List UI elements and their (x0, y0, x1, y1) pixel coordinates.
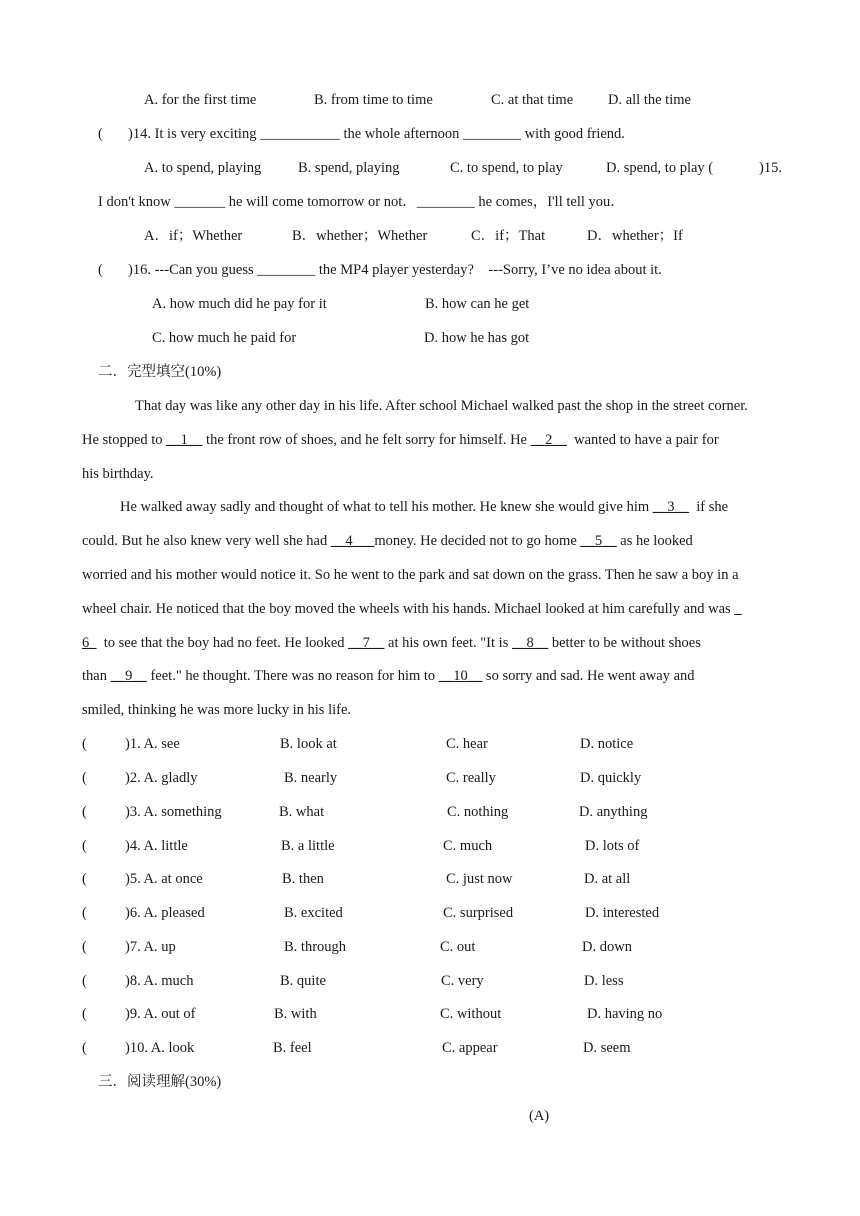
q15-option-d: D．whether；If (587, 228, 683, 244)
q16-option-b: B. how can he get (425, 296, 530, 312)
q16-option-c: C. how much he paid for (152, 330, 297, 346)
blank-8: __8__ (511, 635, 549, 651)
cloze-row: ( )6. A. pleased B. excited C. surprised D. interested (82, 905, 660, 921)
blank-5: __5__ (580, 533, 617, 549)
q14-option-a: A. to spend, playing (144, 160, 262, 176)
q13-option-a: A. for the first time (144, 92, 257, 108)
cloze-row: ( )4. A. little B. a little C. much D. lots of (82, 838, 640, 854)
passage-line: That day was like any other day in his life. After school Michael walked past the shop in the street corner. (135, 398, 748, 414)
blank-1: __1__ (166, 432, 203, 448)
q16-text: )16. ---Can you guess ________ the MP4 player yesterday? ---Sorry, I’ve no idea about it. (128, 262, 662, 278)
q16-paren: ( (98, 262, 103, 278)
q15-option-b: B．whether；Whether (292, 228, 428, 244)
blank-4: __4___ (330, 533, 375, 549)
q14-text: )14. It is very exciting ___________ the whole afternoon ________ with good friend. (128, 126, 625, 142)
passage-line: He walked away sadly and thought of what to tell his mother. He knew she would give him __3__ if she (120, 499, 729, 515)
q15-option-c: C．if；That (471, 228, 546, 244)
passage-a-label: (A) (529, 1108, 550, 1124)
passage-line: worried and his mother would notice it. So he went to the park and sat down on the grass. Then he saw a boy in a (82, 567, 739, 583)
cloze-row: ( )10. A. look B. feel C. appear D. seem (82, 1040, 631, 1056)
q15-option-a: A．if；Whether (144, 228, 243, 244)
cloze-row: ( )8. A. much B. quite C. very D. less (82, 973, 624, 989)
passage-line: could. But he also knew very well she had __4___money. He decided not to go home __5__ as he looked (82, 533, 693, 549)
blank-6: 6_ (82, 635, 97, 651)
blank-9: __9__ (110, 668, 147, 684)
q15-number: )15. (759, 160, 782, 176)
q14-option-d: D. spend, to play ( (606, 160, 714, 176)
passage-line: than __9__ feet." he thought. There was no reason for him to __10__ so sorry and sad. He went away and (82, 668, 695, 684)
q15-text: I don't know _______ he will come tomorrow or not．________ he comes，I'll tell you． (98, 194, 625, 210)
passage-line: wheel chair. He noticed that the boy moved the wheels with his hands. Michael looked at him carefully and was _ (82, 601, 742, 617)
q16-option-a: A. how much did he pay for it (152, 296, 327, 312)
passage-line: 6_ to see that the boy had no feet. He looked __7__ at his own feet. "It is __8__ better to be without shoes (82, 635, 701, 651)
q13-option-b: B. from time to time (314, 92, 433, 108)
q14-paren: ( (98, 126, 103, 142)
q16-option-d: D. how he has got (424, 330, 530, 346)
blank-7: __7__ (348, 635, 385, 651)
passage-line: He stopped to __1__ the front row of shoes, and he felt sorry for himself. He __2__ wanted to have a pair for (82, 432, 719, 448)
section-3-title: 三．阅读理解(30%) (98, 1074, 222, 1090)
blank-3: __3__ (652, 499, 690, 515)
blank-2: __2__ (530, 432, 567, 448)
cloze-row: ( )5. A. at once B. then C. just now D. at all (82, 871, 631, 887)
passage-line: smiled, thinking he was more lucky in his life. (82, 702, 352, 718)
blank-6-start: _ (734, 601, 742, 617)
q13-option-d: D. all the time (608, 92, 691, 108)
cloze-row: ( )7. A. up B. through C. out D. down (82, 939, 632, 955)
cloze-row: ( )9. A. out of B. with C. without D. having no (82, 1006, 663, 1022)
q14-option-b: B. spend, playing (298, 160, 400, 176)
cloze-row: ( )2. A. gladly B. nearly C. really D. quickly (82, 770, 642, 786)
cloze-row: ( )1. A. see B. look at C. hear D. notice (82, 736, 634, 752)
cloze-row: ( )3. A. something B. what C. nothing D. anything (82, 804, 648, 820)
blank-10: __10__ (438, 668, 483, 684)
section-2-title: 二．完型填空(10%) (98, 364, 222, 380)
q13-option-c: C. at that time (491, 92, 574, 108)
passage-line: his birthday. (82, 466, 154, 482)
q14-option-c: C. to spend, to play (450, 160, 563, 176)
